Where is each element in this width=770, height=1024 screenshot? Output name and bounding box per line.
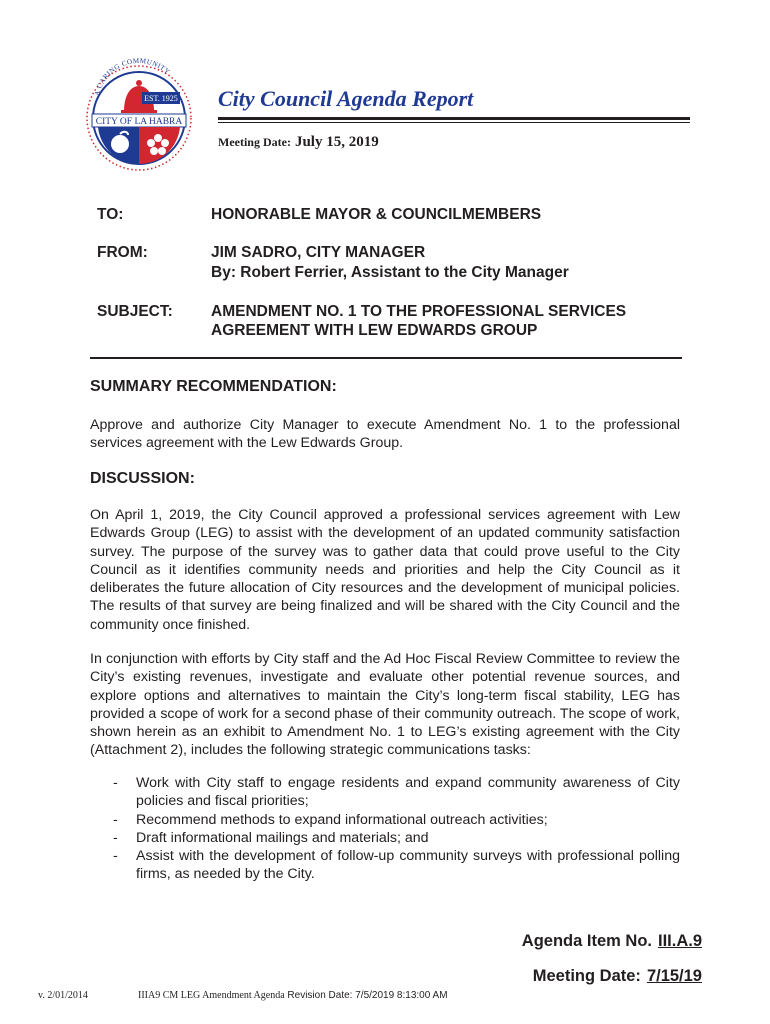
summary-text: Approve and authorize City Manager to execute Amendment No. 1 to the professional services agreement with the Lew Edwards Group. — [90, 417, 680, 452]
list-item — [113, 847, 680, 884]
agenda-item-value: III.A.9 — [657, 932, 702, 950]
tasks-list — [113, 774, 680, 884]
footer-filename: IIIA9 CM LEG Amendment Agenda — [138, 990, 285, 1001]
bullet-marker: - — [113, 848, 118, 865]
discussion-paragraph-2: In conjunction with efforts by City staff and the Ad Hoc Fiscal Review Committee to review the City’s existing revenues, investigate and evaluate other potential revenue sources, and explore options and alternatives to maintain the City’s long-term fiscal stability, LEG has provided a scope of work for a second phase of their community outreach. The scope of work, shown herein as an exhibit to Amendment No. 1 to LEG’s existing agreement with the City (Attachment 2), includes the following strategic communications tasks: — [90, 651, 680, 759]
footer-file-info — [138, 990, 448, 1001]
subject-value-line-1: AMENDMENT NO. 1 TO THE PROFESSIONAL SERVICES — [211, 303, 627, 320]
agenda-date-line — [533, 967, 702, 986]
list-item — [113, 774, 680, 811]
list-item-text: Assist with the development of follow-up community surveys with professional polling firms, as needed by the City. — [136, 848, 680, 883]
footer-version: v. 2/01/2014 — [38, 990, 88, 1001]
discussion-paragraph-1: On April 1, 2019, the City Council approved a professional services agreement with Lew Edwards Group (LEG) to assist with the development of an updated community satisfaction survey. The purpose of the survey was to gather data that could prove useful to the City Council as it identifies community needs and priorities and help the City Council as it deliberates the future allocation of City resources and the development of municipal policies. The results of that survey are being finalized and will be shared with the City Council and the community once finished. — [90, 507, 680, 633]
meeting-date-row — [218, 133, 379, 151]
from-value-line-1: JIM SADRO, CITY MANAGER — [211, 244, 426, 261]
report-title: City Council Agenda Report — [218, 86, 474, 111]
subject-value-line-2: AGREEMENT WITH LEW EDWARDS GROUP — [211, 322, 538, 339]
to-label: TO: — [97, 206, 124, 223]
from-value-line-2: By: Robert Ferrier, Assistant to the City Manager — [211, 264, 569, 281]
meeting-date-label: Meeting Date: — [218, 135, 291, 149]
meeting-date-value: July 15, 2019 — [294, 134, 379, 150]
city-seal-graphic — [84, 56, 194, 174]
logo-motto: A CARING COMMUNITY — [92, 56, 172, 97]
section-divider — [90, 357, 682, 359]
bullet-marker: - — [113, 829, 118, 846]
footer-revision: Revision Date: 7/5/2019 8:13:00 AM — [287, 990, 448, 1001]
header-rule-thin — [218, 122, 690, 123]
logo-established: EST. 1925 — [144, 94, 178, 103]
header-rule-thick — [218, 117, 690, 120]
subject-label: SUBJECT: — [97, 303, 173, 320]
agenda-item-line — [522, 932, 702, 951]
list-item — [113, 829, 680, 847]
list-item-text: Recommend methods to expand informational outreach activities; — [136, 811, 548, 828]
list-item-text: Work with City staff to engage residents and expand community awareness of City policies and fiscal priorities; — [136, 775, 680, 810]
list-item — [113, 811, 680, 829]
to-value: HONORABLE MAYOR & COUNCILMEMBERS — [211, 206, 542, 223]
logo-city-name: CITY OF LA HABRA — [95, 117, 183, 127]
bullet-marker: - — [113, 811, 118, 828]
discussion-heading: DISCUSSION: — [90, 470, 195, 487]
from-label: FROM: — [97, 244, 148, 261]
agenda-date-value: 7/15/19 — [646, 967, 702, 985]
agenda-date-label: Meeting Date: — [532, 967, 641, 985]
list-item-text: Draft informational mailings and materials; and — [136, 829, 429, 846]
summary-heading: SUMMARY RECOMMENDATION: — [90, 378, 337, 395]
city-seal-logo — [84, 56, 194, 174]
bullet-marker: - — [113, 775, 118, 791]
agenda-item-label: Agenda Item No. — [521, 932, 652, 950]
